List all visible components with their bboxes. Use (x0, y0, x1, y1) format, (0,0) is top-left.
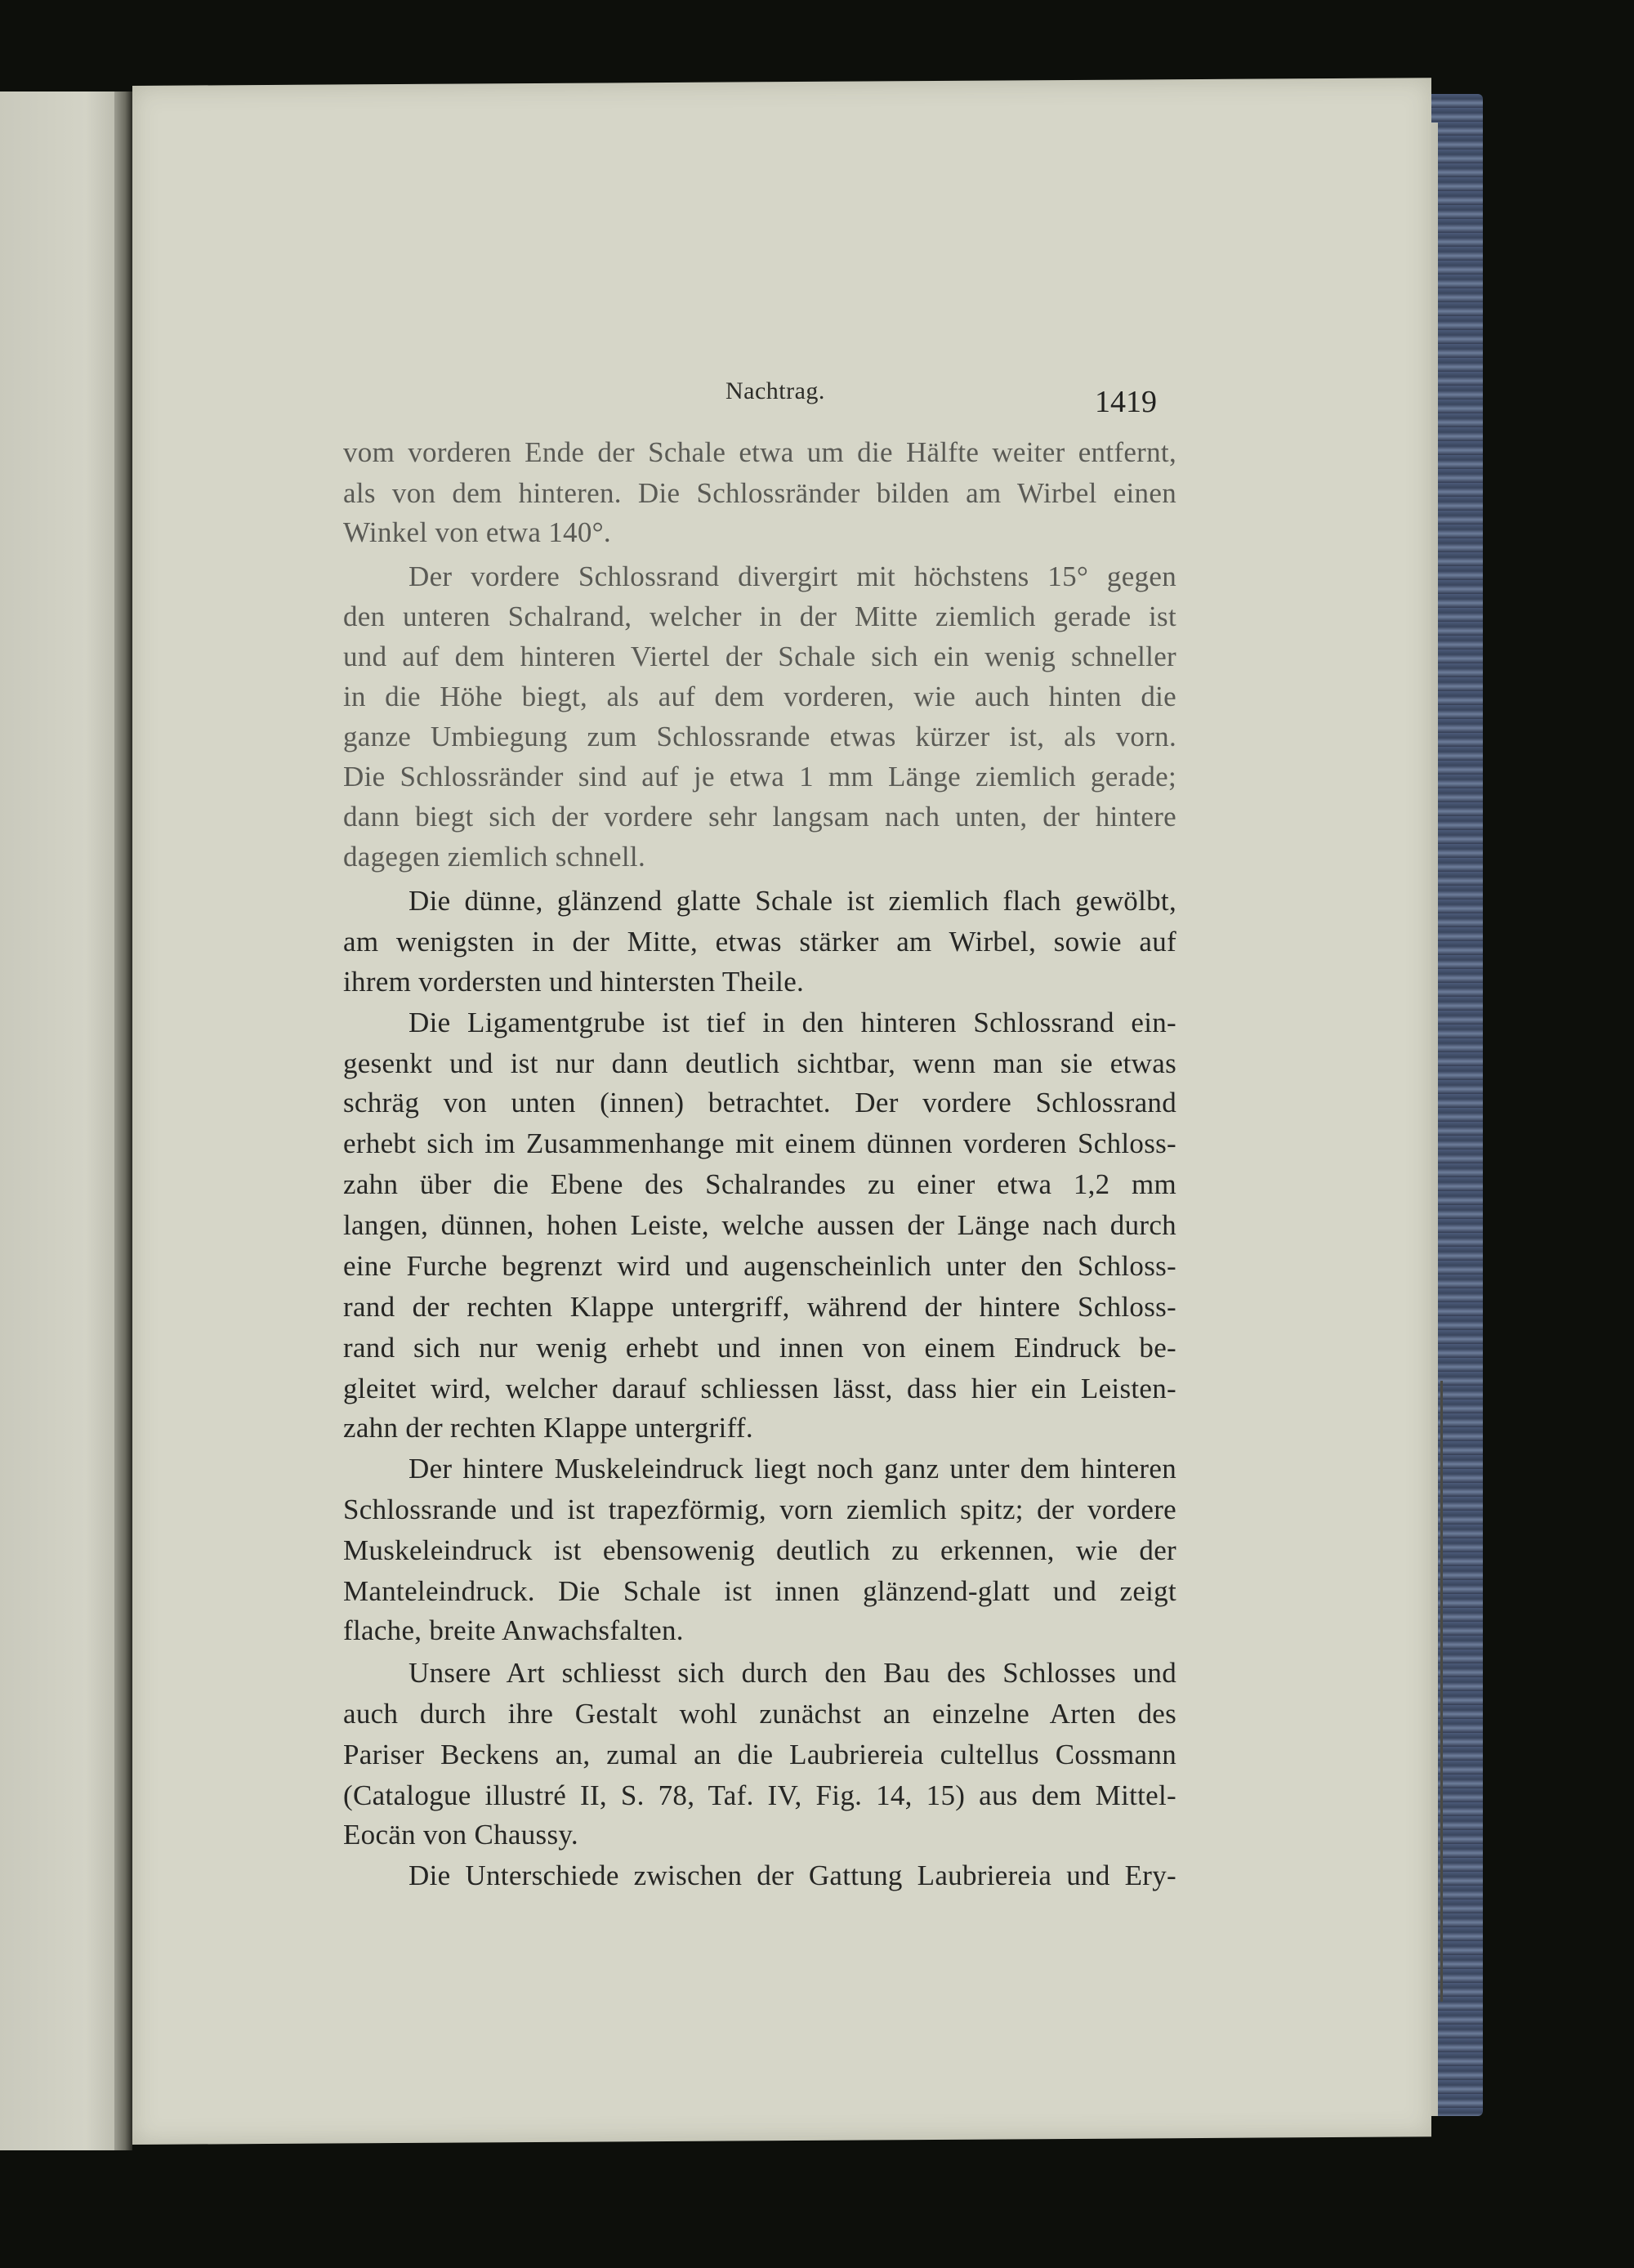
text-line: Manteleindruck. Die Schale ist innen glänzend-glatt und zeigt (343, 1575, 1176, 1607)
text-line: zahn über die Ebene des Schalrandes zu einer etwa 1,2 mm (343, 1168, 1176, 1200)
text-line: Unsere Art schliesst sich durch den Bau des Schlosses und (408, 1657, 1176, 1689)
text-line: rand sich nur wenig erhebt und innen von einem Eindruck be- (343, 1332, 1176, 1364)
running-header: Nachtrag. (725, 377, 825, 404)
text-line: gleitet wird, welcher darauf schliessen lässt, dass hier ein Leisten- (343, 1373, 1176, 1404)
page-number: 1419 (1095, 385, 1157, 419)
text-line: schräg von unten (innen) betrachtet. Der vordere Schlossrand (343, 1087, 1176, 1118)
facing-page (0, 92, 123, 2150)
text-line: dann biegt sich der vordere sehr langsam nach unten, der hintere (343, 801, 1176, 833)
text-line: in die Höhe biegt, als auf dem vorderen, wie auch hinten die (343, 681, 1176, 712)
text-line: Der hintere Muskeleindruck liegt noch ganz unter dem hinteren (408, 1453, 1176, 1484)
text-line: Muskeleindruck ist ebensowenig deutlich zu erkennen, wie der (343, 1534, 1176, 1566)
text-line: als von dem hinteren. Die Schlossränder bilden am Wirbel einen (343, 477, 1176, 509)
text-line: am wenigsten in der Mitte, etwas stärker am Wirbel, sowie auf (343, 926, 1176, 958)
text-line: vom vorderen Ende der Schale etwa um die Hälfte weiter entfernt, (343, 436, 1176, 468)
text-line: den unteren Schalrand, welcher in der Mitte ziemlich gerade ist (343, 600, 1176, 632)
text-line: zahn der rechten Klappe untergriff. (343, 1412, 753, 1444)
margin-rule (1440, 1381, 1443, 2002)
text-line: dagegen ziemlich schnell. (343, 841, 645, 873)
text-line: Die Schlossränder sind auf je etwa 1 mm Länge ziemlich gerade; (343, 761, 1176, 792)
text-line: Die dünne, glänzend glatte Schale ist ziemlich flach gewölbt, (408, 885, 1176, 917)
text-line: Pariser Beckens an, zumal an die Laubriereia cultellus Cossmann (343, 1739, 1176, 1770)
text-line: Der vordere Schlossrand divergirt mit höchstens 15° gegen (408, 560, 1176, 592)
text-line: (Catalogue illustré II, S. 78, Taf. IV, Fig. 14, 15) aus dem Mittel- (343, 1779, 1176, 1811)
text-line: Die Ligamentgrube ist tief in den hinteren Schlossrand ein- (408, 1007, 1176, 1038)
text-line: und auf dem hinteren Viertel der Schale sich ein wenig schneller (343, 641, 1176, 672)
text-line: erhebt sich im Zusammenhange mit einem dünnen vorderen Schloss- (343, 1127, 1176, 1159)
text-line: ganze Umbiegung zum Schlossrande etwas kürzer ist, als vorn. (343, 721, 1176, 752)
text-line: rand der rechten Klappe untergriff, während der hintere Schloss- (343, 1291, 1176, 1323)
text-line: langen, dünnen, hohen Leiste, welche aussen der Länge nach durch (343, 1209, 1176, 1241)
text-line: Eocän von Chaussy. (343, 1819, 578, 1851)
text-line: gesenkt und ist nur dann deutlich sichtbar, wenn man sie etwas (343, 1047, 1176, 1079)
text-line: eine Furche begrenzt wird und augenscheinlich unter den Schloss- (343, 1250, 1176, 1282)
text-line: Winkel von etwa 140°. (343, 516, 611, 548)
text-line: flache, breite Anwachsfalten. (343, 1614, 684, 1646)
book-gutter (114, 92, 132, 2150)
text-line: auch durch ihre Gestalt wohl zunächst an einzelne Arten des (343, 1698, 1176, 1730)
text-line: Schlossrande und ist trapezförmig, vorn ziemlich spitz; der vordere (343, 1493, 1176, 1525)
text-line: Die Unterschiede zwischen der Gattung Laubriereia und Ery- (408, 1859, 1176, 1891)
text-line: ihrem vordersten und hintersten Theile. (343, 966, 805, 998)
